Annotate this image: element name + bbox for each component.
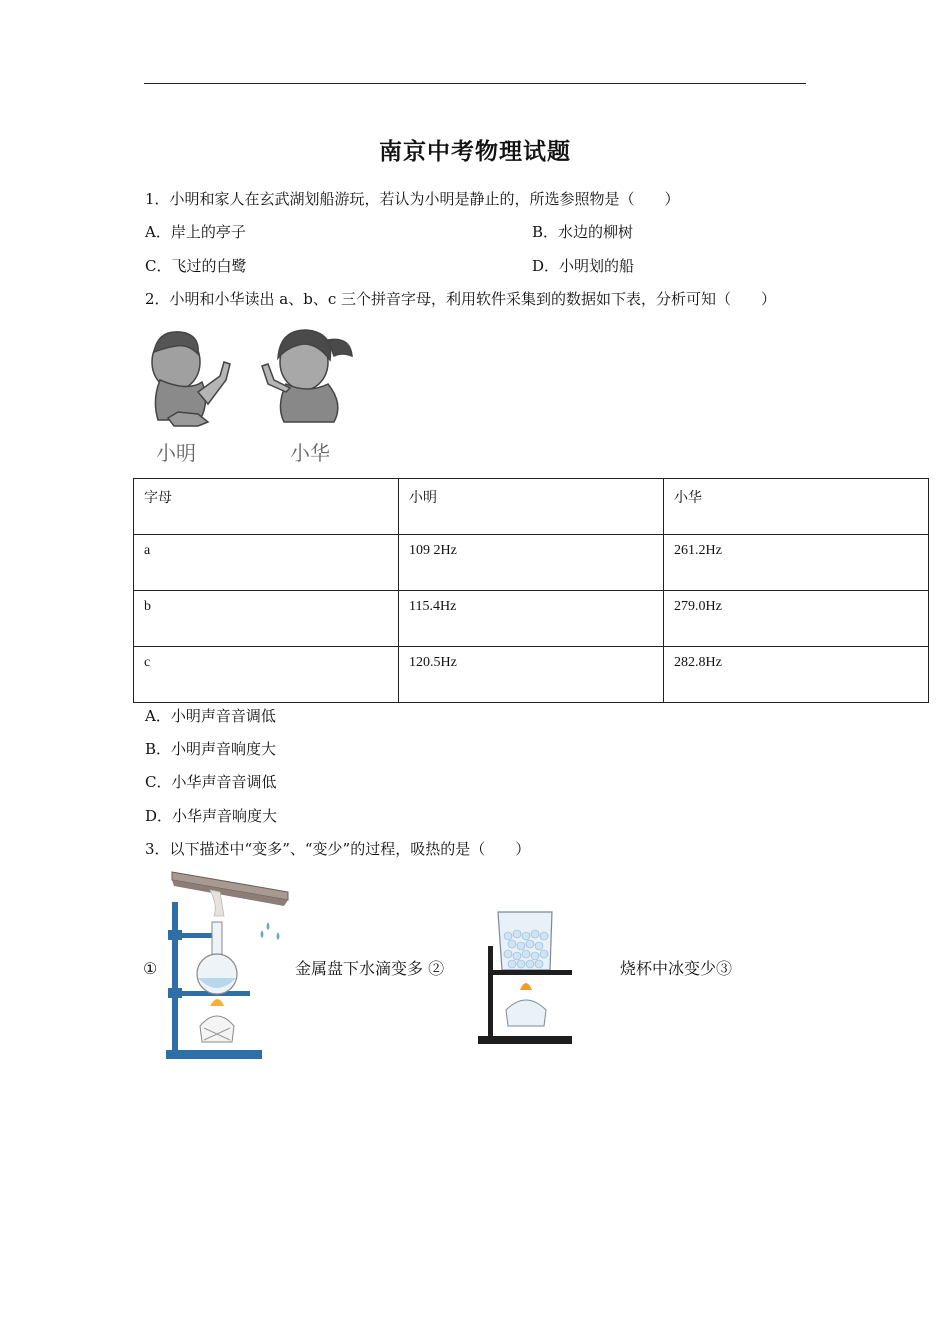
q1-option-b: B．水边的柳树 [532, 223, 634, 241]
metal-tray-icon [172, 872, 288, 916]
table-row [134, 591, 929, 647]
table-row [134, 647, 929, 703]
figure-label-xiaohua: 小华 [290, 441, 330, 465]
table-cell: 115.4Hz [399, 591, 664, 647]
round-flask-icon [197, 922, 237, 994]
boy-speaker-icon [152, 332, 230, 426]
table-cell: b [134, 591, 399, 647]
q2-stem: 2．小明和小华读出 a、b、c 三个拼音字母，利用软件采集到的数据如下表，分析可知（ ） [145, 290, 777, 308]
frequency-table [133, 478, 929, 703]
figure-label-xiaoming: 小明 [156, 441, 196, 465]
table-cell: 261.2Hz [664, 535, 929, 591]
q1-option-c: C．飞过的白鹭 [145, 257, 247, 275]
q3-caption-1: 金属盘下水滴变多 ② [295, 959, 445, 978]
table-cell: 109 2Hz [399, 535, 664, 591]
alcohol-lamp-icon [506, 983, 546, 1026]
q3-mark-1: ① [143, 959, 158, 978]
speakers-figure [138, 322, 356, 470]
q2-option-d: D．小华声音响度大 [145, 807, 278, 825]
stand-rod-icon [172, 902, 178, 1052]
beaker-icon [498, 912, 552, 970]
table-header-cell: 小明 [399, 479, 664, 535]
stand-base-icon [478, 1036, 572, 1044]
table-header-cell: 小华 [664, 479, 929, 535]
stand-rod-icon [488, 946, 493, 1040]
q2-option-c: C．小华声音音调低 [145, 773, 277, 791]
header-rule [144, 83, 806, 84]
distillation-apparatus-figure [160, 866, 290, 1064]
q3-stem: 3．以下描述中“变多”、“变少”的过程，吸热的是（ ） [145, 840, 531, 858]
table-cell: c [134, 647, 399, 703]
table-cell: 279.0Hz [664, 591, 929, 647]
alcohol-lamp-icon [200, 999, 234, 1042]
stand-base-icon [166, 1050, 262, 1059]
q1-option-d: D．小明划的船 [532, 257, 635, 275]
table-cell: 120.5Hz [399, 647, 664, 703]
q1-option-a: A．岸上的亭子 [145, 223, 246, 241]
table-header-row [134, 479, 929, 535]
table-cell: a [134, 535, 399, 591]
q2-option-a: A．小明声音音调低 [145, 707, 276, 725]
table-header-cell: 字母 [134, 479, 399, 535]
ice-beaker-figure [468, 906, 580, 1046]
girl-speaker-icon [262, 330, 352, 422]
page-title: 南京中考物理试题 [379, 138, 571, 165]
water-drop-icon [261, 922, 280, 940]
q1-stem: 1．小明和家人在玄武湖划船游玩，若认为小明是静止的，所选参照物是（ ） [145, 190, 680, 208]
q3-caption-2: 烧杯中冰变少③ [620, 959, 733, 978]
q2-option-b: B．小明声音响度大 [145, 740, 277, 758]
table-row [134, 535, 929, 591]
table-cell: 282.8Hz [664, 647, 929, 703]
